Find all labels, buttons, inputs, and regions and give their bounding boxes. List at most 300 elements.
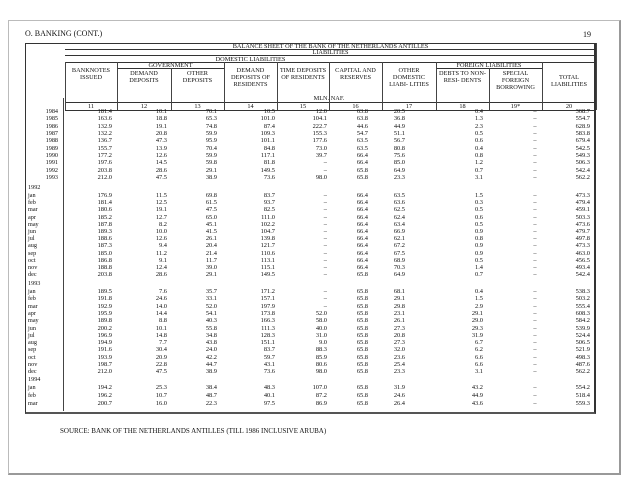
table-cell: 12.6	[155, 235, 167, 243]
table-cell: 66.4	[356, 206, 368, 214]
row-label: sep	[28, 346, 37, 354]
table-cell: 368.7	[575, 108, 590, 115]
table-cell: 28.6	[155, 271, 167, 279]
table-cell: 64.9	[393, 271, 405, 279]
table-cell: 479.7	[575, 228, 590, 235]
table-cell: 2.9	[475, 302, 483, 310]
table-cell: 473.6	[575, 220, 590, 228]
table-cell: 542.4	[575, 166, 590, 174]
table-cell: 29.1	[205, 271, 217, 279]
column-header-13: OTHER DEPOSITS	[182, 70, 213, 84]
table-cell: 7.6	[159, 288, 167, 295]
column-header-18: DEBTS TO NON- RESI- DENTS	[439, 70, 486, 84]
table-cell: 73.0	[315, 144, 327, 152]
table-cell: 65.8	[356, 391, 368, 399]
group-domestic-liabilities: DOMESTIC LIABILITIES	[215, 56, 286, 63]
table-cell: 139.8	[260, 235, 275, 243]
table-cell: 1.3	[475, 115, 483, 123]
group-foreign-liabilities: FOREIGN LIABILITIES	[456, 62, 522, 69]
table-cell: 498.3	[575, 353, 590, 361]
table-cell: 149.5	[260, 271, 275, 279]
row-label: apr	[28, 309, 36, 317]
table-cell: 66.4	[356, 235, 368, 243]
table-cell: 12.5	[155, 199, 167, 207]
table-cell: 28.6	[155, 166, 167, 174]
column-header-14: DEMAND DEPOSITS OF RESIDENTS	[230, 67, 270, 88]
table-cell: 542.5	[575, 144, 590, 152]
table-cell: 31.9	[471, 331, 483, 339]
table-cell: 518.4	[575, 391, 590, 399]
table-cell: 81.8	[263, 159, 275, 167]
table-cell: 11.5	[156, 192, 167, 199]
table-cell: –	[533, 130, 537, 138]
table-cell: 70.4	[205, 144, 217, 152]
table-cell: 66.9	[393, 228, 405, 235]
table-cell: 29.8	[393, 302, 405, 310]
table-cell: 29.1	[393, 295, 405, 303]
table-cell: –	[533, 331, 537, 339]
table-cell: 189.3	[97, 228, 112, 235]
table-cell: 65.8	[356, 166, 368, 174]
row-label: 1988	[45, 137, 58, 145]
table-cell: 20.4	[205, 242, 217, 250]
table-cell: 85.0	[393, 159, 405, 167]
table-cell: 197.6	[97, 159, 112, 167]
row-label: jan	[28, 288, 36, 295]
table-cell: 6.7	[475, 339, 483, 347]
table-cell: –	[323, 159, 327, 167]
table-cell: 27.3	[393, 324, 405, 332]
table-cell: 56.7	[393, 137, 405, 145]
table-cell: 497.8	[575, 235, 590, 243]
row-label: may	[28, 317, 39, 325]
column-header-15: TIME DEPOSITS OF RESIDENTS	[279, 67, 327, 81]
row-label: feb	[28, 199, 36, 207]
table-cell: 463.0	[575, 249, 590, 257]
table-cell: 62.4	[393, 213, 405, 221]
table-cell: 80.6	[315, 361, 327, 368]
table-cell: 33.1	[205, 295, 217, 303]
table-cell: 66.4	[356, 220, 368, 228]
table-cell: 58.0	[315, 317, 327, 325]
table-cell: –	[533, 391, 537, 399]
table-cell: 84.8	[263, 144, 275, 152]
section-heading: 1993	[28, 280, 41, 287]
table-cell: 29.0	[471, 317, 483, 325]
table-cell: 0.9	[475, 242, 483, 250]
table-cell: –	[533, 115, 537, 123]
page-number: 19	[583, 30, 591, 39]
table-cell: 493.4	[575, 264, 590, 271]
table-cell: 87.2	[315, 391, 327, 399]
table-cell: –	[323, 166, 327, 174]
table-cell: 40.3	[205, 317, 217, 325]
row-label: oct	[28, 256, 36, 264]
table-cell: 608.3	[575, 309, 590, 317]
unit-label: MLN. NAF.	[313, 95, 345, 102]
table-cell: 22.3	[205, 399, 217, 407]
table-subtitle: LIABILITIES	[312, 49, 349, 56]
table-cell: 132.9	[97, 122, 112, 130]
table-cell: 66.4	[356, 213, 368, 221]
table-cell: 189.5	[97, 288, 112, 295]
table-cell: 554.2	[575, 384, 590, 391]
row-label: 1985	[45, 115, 58, 123]
table-cell: 29.1	[205, 166, 217, 174]
table-cell: 83.7	[263, 192, 275, 199]
table-cell: –	[533, 271, 537, 279]
table-cell: 52.0	[205, 302, 217, 310]
table-cell: 163.6	[97, 115, 112, 123]
table-cell: 63.8	[356, 108, 368, 115]
table-cell: 155.3	[312, 130, 327, 138]
table-cell: 521.9	[575, 346, 590, 354]
table-cell: 539.9	[575, 324, 590, 332]
table-cell: –	[323, 271, 327, 279]
row-label: jun	[28, 228, 36, 235]
table-cell: 132.2	[97, 130, 112, 138]
column-number: 18	[459, 102, 466, 110]
table-cell: 68.9	[393, 256, 405, 264]
column-divider	[382, 62, 383, 104]
table-cell: 80.8	[393, 144, 405, 152]
row-label: feb	[28, 295, 36, 303]
row-label: mar	[28, 302, 38, 310]
table-cell: 8.8	[159, 317, 167, 325]
table-cell: 20.9	[155, 353, 167, 361]
table-cell: 187.8	[97, 220, 112, 228]
table-cell: 151.1	[260, 339, 275, 347]
group-government: GOVERNMENT	[148, 62, 193, 69]
table-cell: 62.1	[393, 235, 405, 243]
row-label: sep	[28, 249, 37, 257]
table-cell: 503.3	[575, 213, 590, 221]
table-cell: 66.4	[356, 249, 368, 257]
table-cell: –	[323, 264, 327, 271]
table-cell: –	[323, 242, 327, 250]
table-cell: 66.4	[356, 264, 368, 271]
row-label: apr	[28, 213, 36, 221]
row-label: feb	[28, 391, 36, 399]
table-cell: –	[533, 339, 537, 347]
table-cell: 65.8	[356, 317, 368, 325]
table-cell: 0.7	[475, 166, 483, 174]
table-cell: –	[533, 309, 537, 317]
table-cell: 6.2	[475, 346, 483, 354]
table-cell: 113.1	[260, 256, 275, 264]
table-cell: 87.4	[263, 122, 275, 130]
table-cell: 203.8	[97, 271, 112, 279]
table-cell: 65.8	[356, 339, 368, 347]
table-cell: 59.8	[205, 159, 217, 167]
table-cell: –	[533, 399, 537, 407]
table-cell: 1.4	[475, 264, 483, 271]
table-cell: 524.4	[575, 331, 590, 339]
table-cell: 185.2	[97, 213, 112, 221]
table-cell: 65.0	[205, 213, 217, 221]
row-label: 1987	[45, 130, 58, 138]
table-cell: 40.1	[263, 391, 275, 399]
table-cell: 177.2	[97, 152, 112, 160]
column-number: 13	[194, 102, 201, 110]
column-header-11: BANKNOTES ISSUED	[71, 67, 111, 81]
table-cell: 20.8	[155, 130, 167, 138]
table-cell: 44.6	[356, 122, 368, 130]
row-label: 1986	[45, 122, 58, 130]
table-cell: 0.5	[475, 220, 483, 228]
table-cell: 39.0	[205, 264, 217, 271]
table-cell: 549.3	[575, 152, 590, 160]
table-cell: 38.4	[205, 384, 217, 391]
table-cell: 43.2	[471, 384, 483, 391]
table-cell: 180.6	[97, 206, 112, 214]
table-cell: –	[323, 206, 327, 214]
table-cell: –	[533, 213, 537, 221]
table-cell: 157.1	[260, 295, 275, 303]
table-cell: 39.7	[315, 152, 327, 160]
table-cell: –	[533, 137, 537, 145]
table-cell: 54.7	[356, 130, 368, 138]
table-cell: 555.4	[575, 302, 590, 310]
table-cell: 75.6	[393, 152, 405, 160]
table-cell: 63.5	[356, 144, 368, 152]
section-heading: 1992	[28, 184, 41, 191]
row-label: oct	[28, 353, 36, 361]
table-cell: 110.6	[260, 249, 275, 257]
column-number: 15	[299, 102, 307, 110]
table-cell: 59.9	[205, 130, 217, 138]
table-cell: 121.7	[260, 242, 275, 250]
table-cell: 42.2	[205, 353, 217, 361]
table-cell: 0.6	[475, 137, 483, 145]
table-cell: 14.4	[155, 309, 167, 317]
table-cell: 107.0	[312, 384, 327, 391]
table-cell: 479.4	[575, 199, 590, 207]
table-cell: 40.0	[315, 324, 327, 332]
table-cell: 22.8	[155, 361, 167, 368]
table-cell: 203.8	[97, 166, 112, 174]
row-label: 1990	[45, 152, 58, 160]
row-label: jun	[28, 324, 36, 332]
table-cell: 38.9	[205, 174, 217, 182]
table-cell: 628.9	[575, 122, 590, 130]
table-cell: 584.2	[575, 317, 590, 325]
table-cell: 192.9	[97, 302, 112, 310]
table-cell: 195.9	[97, 309, 112, 317]
table-cell: 65.8	[356, 399, 368, 407]
table-cell: 48.3	[263, 384, 275, 391]
table-cell: 171.2	[260, 288, 275, 295]
table-cell: 62.5	[393, 206, 405, 214]
table-cell: 66.4	[356, 192, 368, 199]
table-cell: 16.0	[155, 399, 167, 407]
table-cell: 65.8	[356, 288, 368, 295]
table-cell: 61.5	[205, 199, 217, 207]
table-cell: –	[533, 302, 537, 310]
table-cell: 18.8	[155, 115, 167, 123]
table-cell: 177.6	[312, 137, 327, 145]
column-number: 20	[565, 102, 573, 110]
table-cell: 19.1	[155, 206, 167, 214]
row-label: 1991	[45, 159, 58, 167]
table-cell: 191.6	[97, 346, 112, 354]
table-cell: –	[323, 256, 327, 264]
table-cell: 65.8	[356, 346, 368, 354]
table-cell: 538.3	[575, 288, 590, 295]
row-label: dec	[28, 368, 37, 376]
table-cell: 104.1	[312, 115, 327, 123]
table-cell: 1.2	[475, 159, 483, 167]
table-cell: 0.5	[475, 256, 483, 264]
table-cell: 562.2	[575, 174, 590, 182]
table-cell: –	[533, 288, 537, 295]
table-cell: 0.4	[475, 288, 483, 295]
table-cell: 222.7	[312, 122, 327, 130]
row-label: may	[28, 220, 39, 228]
source-note: SOURCE: BANK OF THE NETHERLANDS ANTILLES (TILL 1986 INCLUSIVE ARUBA)	[60, 427, 327, 435]
table-cell: 66.4	[356, 228, 368, 235]
table-cell: 14.5	[155, 159, 167, 167]
table-cell: 55.8	[205, 324, 217, 332]
table-cell: 66.4	[356, 199, 368, 207]
table-cell: 8.2	[159, 220, 167, 228]
table-cell: 459.1	[575, 206, 590, 214]
table-cell: 63.6	[393, 199, 405, 207]
table-cell: 63.5	[356, 137, 368, 145]
table-cell: 0.7	[475, 271, 483, 279]
table-cell: 65.8	[356, 309, 368, 317]
table-cell: –	[533, 152, 537, 160]
table-cell: 31.0	[315, 331, 327, 339]
table-cell: 102.2	[260, 220, 275, 228]
table-cell: 193.9	[97, 353, 112, 361]
table-cell: 128.3	[260, 331, 275, 339]
table-cell: 24.6	[393, 391, 405, 399]
table-cell: 189.8	[97, 317, 112, 325]
table-cell: 65.8	[356, 302, 368, 310]
column-number: 19*	[510, 102, 521, 110]
table-cell: 97.5	[263, 399, 275, 407]
table-cell: 473.3	[575, 192, 590, 199]
section-heading: 1994	[28, 376, 41, 383]
table-cell: 47.3	[155, 137, 167, 145]
table-cell: 20.8	[393, 331, 405, 339]
table-cell: –	[323, 295, 327, 303]
table-cell: 65.8	[356, 174, 368, 182]
table-cell: 187.3	[97, 242, 112, 250]
table-cell: 212.0	[97, 174, 112, 182]
row-label: jan	[28, 192, 36, 199]
table-cell: 136.7	[97, 137, 112, 145]
section-title: O. BANKING (CONT.)	[25, 29, 103, 38]
table-cell: –	[533, 324, 537, 332]
table-cell: 93.7	[263, 199, 275, 207]
column-header-16: CAPITAL AND RESERVES	[335, 67, 376, 81]
table-cell: 51.1	[393, 130, 405, 138]
table-cell: 104.7	[260, 228, 275, 235]
table-cell: –	[323, 228, 327, 235]
table-cell: 59.7	[263, 353, 275, 361]
row-label: aug	[28, 242, 37, 250]
table-cell: 6.6	[475, 353, 483, 361]
table-cell: 115.1	[260, 264, 275, 271]
table-cell: 2.3	[475, 122, 483, 130]
table-cell: –	[533, 220, 537, 228]
table-cell: 23.6	[393, 353, 405, 361]
table-cell: 9.0	[319, 339, 327, 347]
row-label-divider	[63, 98, 64, 411]
table-cell: 98.0	[315, 368, 327, 376]
table-cell: 47.5	[205, 206, 217, 214]
table-cell: 0.9	[475, 228, 483, 235]
table-cell: 166.3	[260, 317, 275, 325]
table-cell: 98.0	[315, 174, 327, 182]
table-cell: 559.3	[575, 399, 590, 407]
table-cell: 66.4	[356, 242, 368, 250]
table-cell: 6.6	[475, 361, 483, 368]
table-cell: 117.1	[260, 152, 275, 160]
table-cell: 11.2	[156, 249, 167, 257]
table-cell: 542.4	[575, 271, 590, 279]
column-header-17: OTHER DOMESTIC LIABI- LITIES	[389, 67, 429, 88]
table-cell: 19.1	[155, 122, 167, 130]
table-cell: 44.9	[393, 122, 405, 130]
table-cell: 10.7	[155, 391, 167, 399]
table-cell: 200.2	[97, 324, 112, 332]
row-label: jul	[28, 235, 35, 243]
table-cell: 679.4	[575, 137, 590, 145]
table-cell: –	[533, 249, 537, 257]
table-cell: 188.6	[97, 235, 112, 243]
table-cell: 73.6	[263, 368, 275, 376]
table-cell: 64.9	[393, 166, 405, 174]
table-cell: 186.8	[97, 256, 112, 264]
table-cell: 74.8	[205, 122, 217, 130]
table-cell: 23.3	[393, 174, 405, 182]
table-cell: 3.1	[475, 368, 483, 376]
row-label: jan	[28, 384, 36, 391]
table-cell: 456.5	[575, 256, 590, 264]
table-cell: 196.2	[97, 391, 112, 399]
table-cell: 25.3	[155, 384, 167, 391]
column-number: 11	[87, 102, 95, 110]
row-label: nov	[28, 264, 38, 271]
table-cell: –	[533, 122, 537, 130]
table-cell: 54.1	[205, 309, 217, 317]
table-cell: 66.4	[356, 256, 368, 264]
table-title: BALANCE SHEET OF THE BANK OF THE NETHERLANDS ANTILLES	[232, 43, 429, 50]
table-cell: 65.8	[356, 353, 368, 361]
table-cell: 0.5	[475, 206, 483, 214]
table-cell: –	[323, 192, 327, 199]
table-cell: 65.8	[356, 295, 368, 303]
table-cell: 0.8	[475, 152, 483, 160]
table-cell: 0.4	[475, 144, 483, 152]
table-cell: 12.4	[155, 264, 167, 271]
table-cell: –	[533, 174, 537, 182]
table-cell: 83.7	[263, 346, 275, 354]
table-cell: 583.8	[575, 130, 590, 138]
table-cell: –	[323, 249, 327, 257]
table-cell: 0.5	[475, 130, 483, 138]
table-cell: –	[533, 384, 537, 391]
table-cell: 185.0	[97, 249, 112, 257]
table-cell: 212.0	[97, 368, 112, 376]
table-cell: 29.1	[471, 309, 483, 317]
table-cell: 26.4	[393, 399, 405, 407]
table-cell: 47.5	[155, 368, 167, 376]
table-cell: –	[533, 159, 537, 167]
